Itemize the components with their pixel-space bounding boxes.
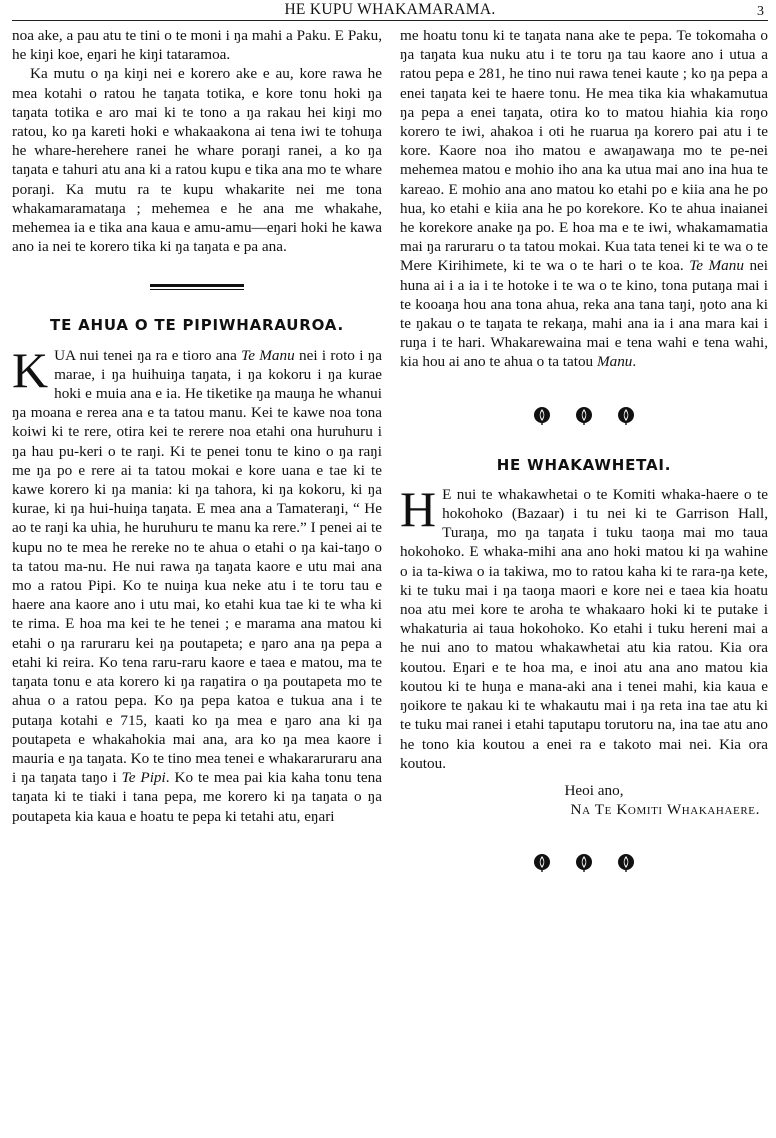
continued-paragraph-right bbox=[400, 26, 768, 372]
continued-paragraph: noa ake, a pau atu te tini o te moni i ŋa mahi a Paku. E Paku, he kiŋi koe, eŋari he kiŋi tataramoa. bbox=[12, 27, 382, 64]
section-heading-pipiwharauroa: TE AHUA O TE PIPIWHARAUROA. bbox=[50, 316, 344, 335]
fleuron-icon bbox=[574, 853, 594, 873]
body-text: nei i roto i ŋa marae, i ŋa huihuiŋa taŋata, i ŋa kokoru i ŋa kurae hoki e muia ana e ia. He tiketike ŋa mauŋa he whanui ŋa moana e rerea ana e ta tatou manu. Kei te kawe noa tona koiwi ki te rere, otira kei te rerere noa etahi ona huruhuru i ŋa hau pu-keri o te raŋi. Ki te penei tonu te kino o ŋa raŋi me ŋa po e rere ai ta tatou mokai e kore uana e tae ki te kawe korero ki ŋa mania: ki ŋa tahora, ki ŋa kokoru, ki ŋa kurae, ki ŋa hui-huiŋa taŋata. E mea ana a Tamateraŋi, “ He ao te raŋi ka uhia, he huruhuru te manu ka rere.” I penei ai te kupu no te mea he rereke no te ahua o etahi o ŋa kai-taŋo o ta tatou ma-nu. He nui rawa ŋa taŋata kaore e utu mai ana mo a ratou Pipi. Ko te nuiŋa kua neke atu i te toru tau e haere ana kaore ano i utu mai, ko etahi kua tae ki te wha ki te rima. E hoa ma kei te he tenei ; e marama ana matou ki etahi o ŋa raruraru kei ŋa poutapeta; e ŋaro ana ŋa pepa a etahi ki reira. Ko tena raru-raru kaore e taea e matou, ma te taŋata tonu e ata korero ki ŋa raŋatira o ŋa poutapeta mo te ahua o a ratou pepa. Ko ŋa pepa katoa e tukua ana i te putaŋa kotahi e 715, kaati ko ŋa mea e ŋaro ana ki ŋa poutapeta e whakahokia mai ana, ara ko ŋa mea kaore i mauria e ŋa taŋata. Ko te tino mea tenei e whakararuraru ana i ŋa taŋata taŋo i bbox=[12, 346, 382, 787]
pipiwharauroa-body bbox=[12, 341, 382, 826]
body-text: me hoatu tonu ki te taŋata nana ake te pepa. Te tokomaha o ŋa taŋata kua nuku atu i te toru ŋa tau kaore ano i utua a ratou pepa e 281, he tino nui rawa tenei kaute ; ko ŋa pepa a enei taŋata kei te haere tonu. He mea tika kia whakamutua ŋa pepa a enei taŋata, otira ko to matou hiahia kia roŋo korero te iwi, ahakoa i oti he ruarua ŋa korero pai atu i te kore. Kaore noa iho matou e awaŋawaŋa mo te pe-nei mehemea matou e mohio iho ana ka utua mai ano ina hua te kareao. E mohio ana ano matou ko etahi po e kiia ana he po hua, ko etahi e kiia ana he po korekore. Ko te ahua inaianei he korekore anake ŋa po. E hoa ma e te iwi, whakamamatia mai ŋa raruraru o ta tatou mokai. Kua tata tenei ki te wa o te Mere Kirihimete, ki te wa o te hari o te koa. bbox=[400, 27, 768, 275]
publication-name: Te Manu bbox=[241, 346, 295, 364]
left-column bbox=[12, 26, 382, 826]
publication-name: Manu bbox=[596, 353, 633, 371]
publication-name: Te Pipi bbox=[121, 769, 166, 787]
fleuron-icon bbox=[574, 406, 594, 426]
drop-cap: H bbox=[400, 480, 437, 537]
body-text: . Ko te mea pai kia kaha tonu tena taŋata ki te tiaki i tana pepa, me korero ki ŋa taŋata o ŋa poutapeta kia kaua e hoatu te pepa ki tetahi atu, eŋari bbox=[12, 769, 382, 825]
closing-line: Heoi ano, bbox=[564, 781, 624, 799]
section-divider bbox=[150, 284, 244, 290]
fleuron-icon bbox=[616, 853, 636, 873]
fleuron-icon bbox=[616, 406, 636, 426]
fleuron-icon bbox=[532, 853, 552, 873]
section-heading-whakawhetai: HE WHAKAWHETAI. bbox=[496, 455, 672, 474]
ornament-row-bottom bbox=[400, 853, 768, 873]
signature: Na Te Komiti Whakahaere. bbox=[570, 801, 760, 819]
whakawhetai-body bbox=[400, 480, 768, 773]
body-text: . bbox=[632, 353, 637, 371]
publication-name: Te Manu bbox=[689, 257, 744, 275]
body-text: nei huna ai i a ia i te hotoke i te wa o te kino, tona putaŋa mai i te kooaŋa hou ana tona ahua, reka ana tana taŋi, ŋoto ana ki te ŋakau o te taŋata te rekaŋa, mahi ana ia i ana mara kai i ruŋa i te hari. Whakarewaina mai e tena wahi e tena wahi, kia hou ai ano te ahua o ta tatou bbox=[400, 257, 769, 371]
page-header bbox=[12, 0, 768, 20]
right-column bbox=[400, 26, 768, 903]
header-rule bbox=[12, 20, 768, 21]
drop-cap: K bbox=[12, 341, 49, 398]
paragraph-kingi: Ka mutu o ŋa kiŋi nei e korero ake e au, kore rawa he mea kotahi o ratou he taŋata totika, e kore tonu hoki ŋa taŋata totika e aro mai ki te tono a ŋa rakau hei kiŋi mo ratou, ko ŋa kareti hoki e whakaakona ai tena iwi te tohuŋa he whare-herehere ranei he whare poraŋi ranei, a ko ŋa taŋata e tahuri atu ana ki a ratou kupu e tika ana mo te whare poraŋi. Ka mutu ra te kupu whakarite nei me tona whakamaramataŋa ; mehemea e he ana me whakahe, mehemea ia e tika ana kaua e amu-amu—eŋari hoki he kawa ano ia nei te korero tika ki ŋa taŋata e pa ana. bbox=[12, 65, 382, 256]
body-text: UA nui tenei ŋa ra e tioro ana bbox=[54, 346, 242, 364]
body-text: E nui te whakawhetai o te Komiti whaka-haere o te hokohoko (Bazaar) i tu nei ki te Garrison Hall, Turaŋa, mo ŋa taŋata i tuku taoŋa mai mo taua hokohoko. E whaka-mihi ana ano hoki matou ki ŋa wahine o ia ta-kiwa o ia takiwa, mo to ratou kaha ki te rara-ŋa kete, ki te tuku mai i ŋa taoŋa maori e kore nei e taea kia hoatu noa atu mei kore te aroha te whakaaro hoki ki te putake i whakaturia ai taua hokohoko. Ko etahi i tuku hereni mai a he nui ano to matou whakawhetai atu kia ratou. Kia ora koutou. Eŋari e te hoa ma, e inoi atu ana ano matou kia koutou ki te huŋa e mana-aki ana i tenei mahi, kia kaua e ŋoikore te ŋakau ki te whakautu mai i ŋa reta ina tae atu ki te tuku mai ranei i etahi taputapu torutoru na, ina tae atu ano he tono kia koutou a enei ra e takoto mai nei. Kia ora koutou. bbox=[400, 485, 768, 772]
fleuron-icon bbox=[532, 406, 552, 426]
ornament-row-top bbox=[400, 406, 768, 426]
page-number: 3 bbox=[757, 4, 764, 19]
running-title: HE KUPU WHAKAMARAMA. bbox=[284, 1, 496, 18]
